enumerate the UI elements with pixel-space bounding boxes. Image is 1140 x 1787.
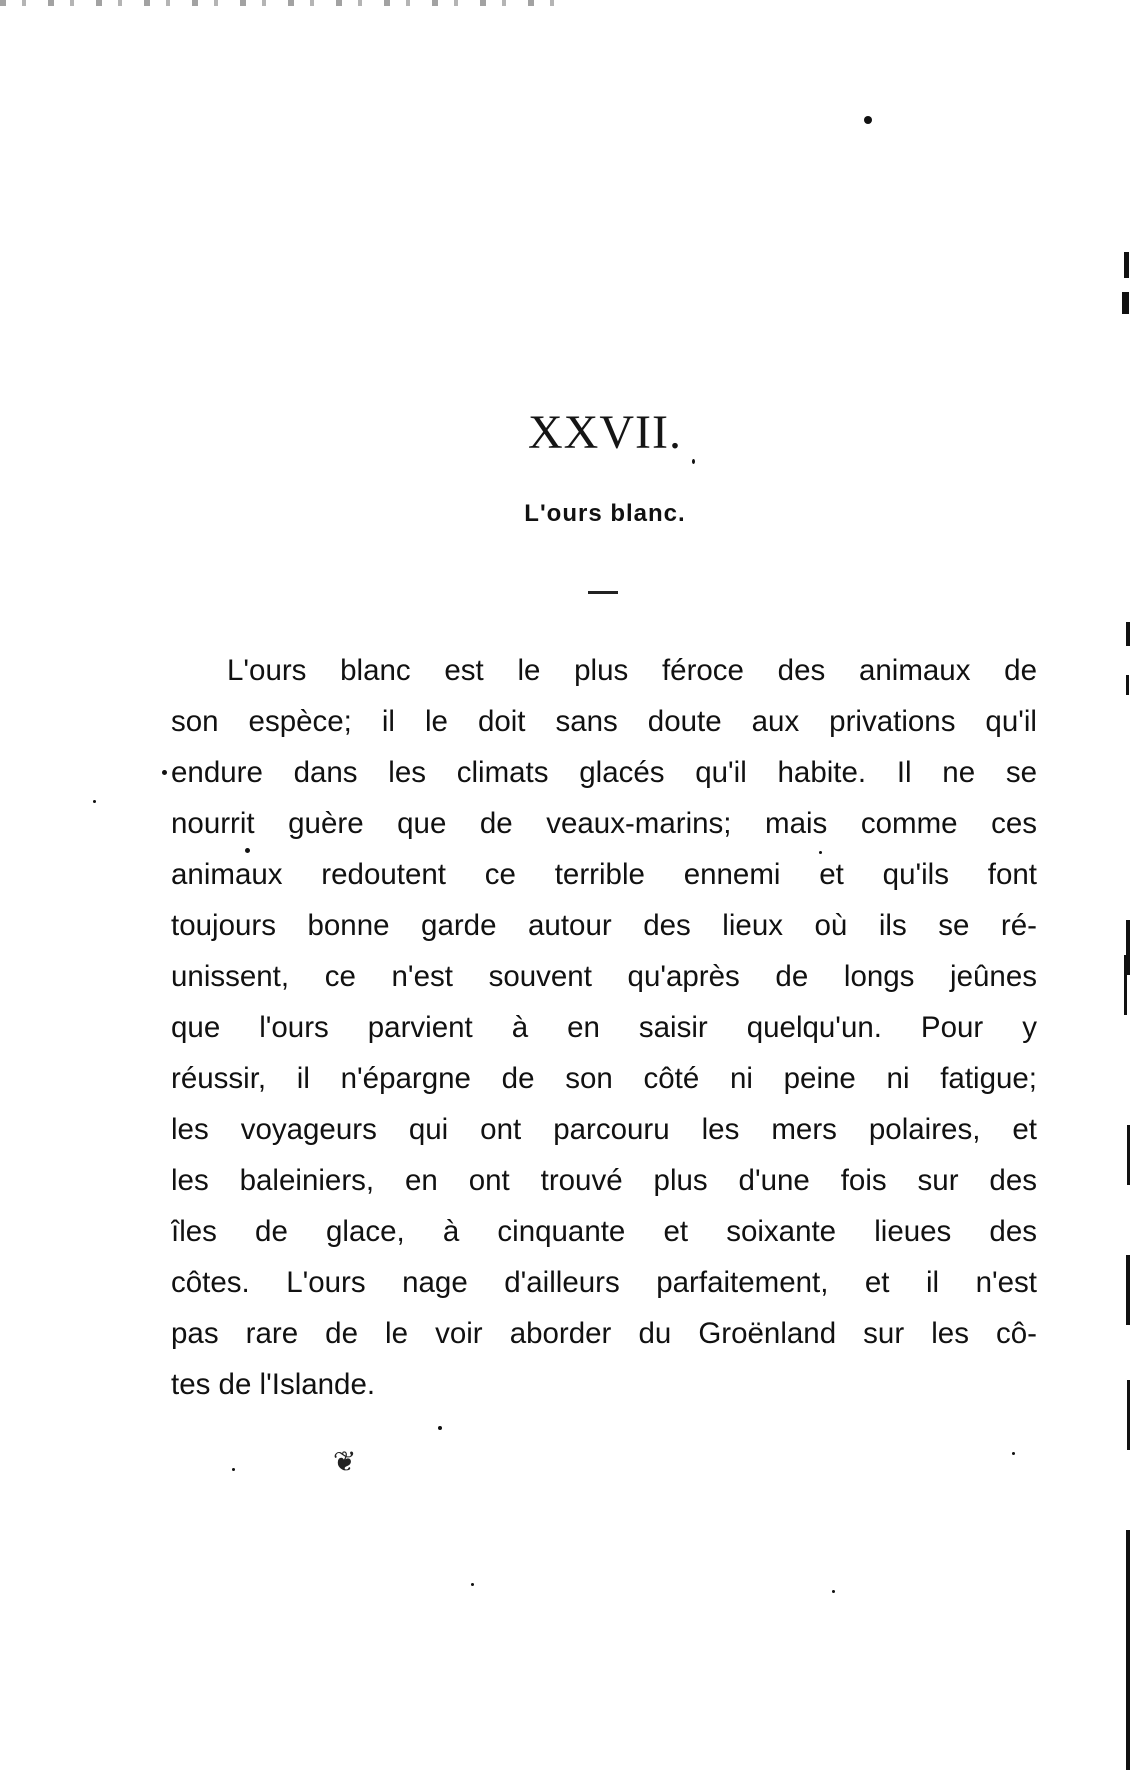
scan-speck bbox=[471, 1583, 474, 1586]
text-line: îles de glace, à cinquante et soixante lieues des bbox=[171, 1215, 1037, 1248]
text-line: endure dans les climats glacés qu'il habite. Il ne se bbox=[171, 756, 1037, 789]
scan-speck bbox=[93, 800, 96, 803]
ornament-icon: ❦ bbox=[333, 1446, 357, 1477]
scan-edge-mark bbox=[1127, 1380, 1130, 1450]
text-line: animaux redoutent ce terrible ennemi et qu'ils font bbox=[171, 858, 1037, 891]
text-line: réussir, il n'épargne de son côté ni peine ni fatigue; bbox=[171, 1062, 1037, 1095]
chapter-number: XXVII. bbox=[528, 406, 682, 459]
scan-top-edge-noise bbox=[0, 0, 560, 6]
text-line: les voyageurs qui ont parcouru les mers polaires, et bbox=[171, 1113, 1037, 1146]
scan-edge-mark bbox=[1126, 1530, 1130, 1770]
text-line: toujours bonne garde autour des lieux où ils se ré- bbox=[171, 909, 1037, 942]
text-line: L'ours blanc est le plus féroce des animaux de bbox=[227, 654, 1037, 687]
text-line: pas rare de le voir aborder du Groënland sur les cô- bbox=[171, 1317, 1037, 1350]
body-paragraph bbox=[171, 645, 1037, 1410]
text-line: côtes. L'ours nage d'ailleurs parfaitement, et il n'est bbox=[171, 1266, 1037, 1299]
chapter-title: L'ours blanc. bbox=[524, 500, 686, 527]
scan-edge-mark bbox=[1126, 1255, 1130, 1325]
scan-edge-mark bbox=[1126, 675, 1129, 695]
scan-speck bbox=[232, 1468, 235, 1471]
scan-edge-mark bbox=[1122, 292, 1129, 314]
text-line: unissent, ce n'est souvent qu'après de longs jeûnes bbox=[171, 960, 1037, 993]
text-line: que l'ours parvient à en saisir quelqu'un. Pour y bbox=[171, 1011, 1037, 1044]
scan-edge-mark bbox=[1126, 622, 1130, 646]
text-line: son espèce; il le doit sans doute aux privations qu'il bbox=[171, 705, 1037, 738]
scan-speck bbox=[1012, 1452, 1015, 1455]
title-separator-dash bbox=[588, 591, 618, 594]
text-line: les baleiniers, en ont trouvé plus d'une fois sur des bbox=[171, 1164, 1037, 1197]
scan-speck bbox=[438, 1426, 442, 1430]
scan-edge-mark bbox=[1124, 955, 1127, 1015]
scan-edge-mark bbox=[1127, 1125, 1130, 1185]
scan-speck bbox=[162, 770, 167, 775]
text-line: tes de l'Islande. bbox=[171, 1368, 376, 1401]
text-line: nourrit guère que de veaux-marins; mais comme ces bbox=[171, 807, 1037, 840]
scan-edge-mark bbox=[1124, 252, 1129, 278]
scan-speck bbox=[832, 1590, 835, 1593]
scan-speck bbox=[864, 116, 872, 124]
